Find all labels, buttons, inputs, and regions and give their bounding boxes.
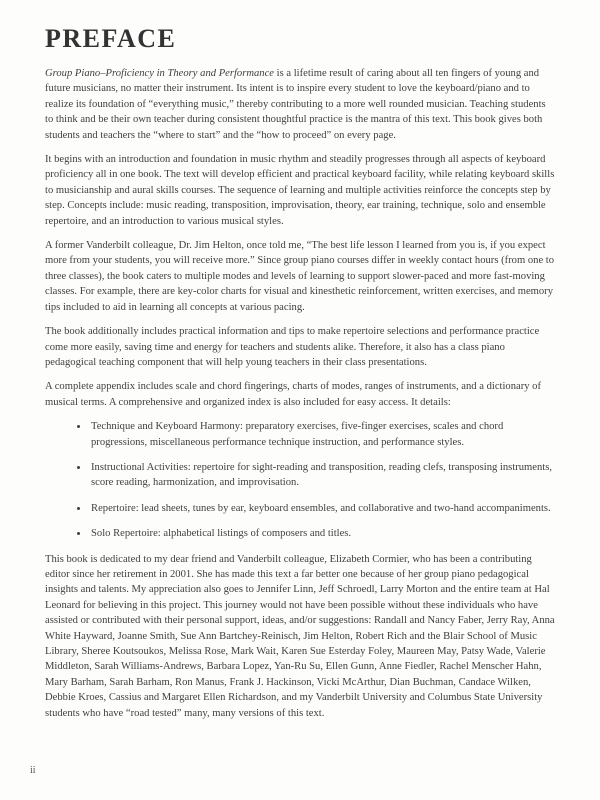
list-item-text: Technique and Keyboard Harmony: preparatory exercises, five-finger exercises, scales and chord progressions, miscellaneous performance technique instruction, and performance styles. xyxy=(91,421,504,448)
appendix-paragraph: A complete appendix includes scale and chord fingerings, charts of modes, ranges of instruments, and a dictionary of musical terms. A comprehensive and organized index is also included for easy access. It details: xyxy=(45,381,541,408)
list-item-text: Repertoire: lead sheets, tunes by ear, keyboard ensembles, and collaborative and two-hand accompaniments. xyxy=(91,502,551,514)
book-title-italic: Group Piano–Proficiency in Theory and Performance xyxy=(45,68,274,79)
page-number: ii xyxy=(30,765,36,776)
overview-paragraph: It begins with an introduction and foundation in music rhythm and steadily progresses through all aspects of keyboard proficiency all in one book. The text will develop efficient and practical keyboard facility, while relating keyboard skills to musicianship and aural skills courses. The sequence of learning and multiple activities reinforce the concepts step by step. Concepts include: music reading, transposition, improvisation, theory, ear training, technique, solo and ensemble repertoire, and an introduction to various musical styles. xyxy=(45,154,555,227)
list-item-technique xyxy=(89,419,556,450)
colleague-quote-paragraph: A former Vanderbilt colleague, Dr. Jim Helton, once told me, “The best life lesson I learned from you is, if you expect more from your students, you will receive more.” Since group piano courses differ in weekly contact hours (from one to three classes), the book caters to multiple modes and levels of learning to support slower-paced and more fast-moving classes. For example, there are key-color charts for visual and kinesthetic reinforcement, written exercises, and memory tips included to aid in learning all concepts at various pacing. xyxy=(45,240,555,313)
page-title: PREFACE xyxy=(45,24,177,53)
practical-info-paragraph: The book additionally includes practical information and tips to make repertoire selections and performance practice come more easily, saving time and energy for teachers and students alike. Therefore, it also has a class piano pedagogical teaching component that will help young teachers in their class presentations. xyxy=(45,326,540,368)
dedication-paragraph: This book is dedicated to my dear friend and Vanderbilt colleague, Elizabeth Cormier, who has been a contributing editor since her retirement in 2001. She has made this text a far better one because of her group piano pedagogical insights and talents. My appreciation also goes to Jennifer Linn, Jeff Schroedl, Larry Morton and the entire team at Hal Leonard for believing in this project. This journey would not have been possible without these individuals who have assisted or contributed with their personal support, ideas, and/or suggestions: Randall and Nancy Faber, Jerry Ray, Anna White Hayward, Joanne Smith, Sue Ann Bartchey-Reinisch, Jim Helton, Robert Rich and the Blair School of Music Library, Sheree Koutsoukos, Melissa Rose, Mark Wait, Karen Sue Esterday Foley, Maureen May, Patsy Wade, Valerie Middleton, Sarah Williams-Andrews, Barbara Lopez, Yan-Ru Su, Ellen Gunn, Anne Fiedler, Rachel Menscher Hahn, Mary Barham, Sarah Barham, Ron Manus, Frank J. Hackinson, Vicki McArthur, Dian Buchman, Candace Wilken, Debbie Kroes, Cassius and Margaret Ellen Richardson, and my Vanderbilt University and Columbus State University students who have “road tested” many, many versions of this text. xyxy=(45,553,555,719)
list-item-text: Solo Repertoire: alphabetical listings of composers and titles. xyxy=(91,528,352,540)
list-item-solo-repertoire xyxy=(89,526,556,541)
list-item-instructional-activities xyxy=(89,460,556,491)
intro-paragraph xyxy=(45,66,556,143)
appendix-details-list xyxy=(45,419,556,541)
intro-paragraph-text: is a lifetime result of caring about all ten fingers of young and future musicians, no matter their instrument. Its intent is to inspire every student to love the keyboard/piano and to realize its foundation of “everything music,” thereby contributing to a more well rounded musician. Teaching students to think and be their own teacher during consistent thoughtful practice is the mantra of this text. This book gives both students and teachers the “where to start” and the “how to proceed” on every page. xyxy=(45,68,546,141)
list-item-repertoire xyxy=(89,501,556,516)
list-item-text: Instructional Activities: repertoire for sight-reading and transposition, reading clefs, transposing instruments, score reading, harmonization, and improvisation. xyxy=(91,461,553,489)
